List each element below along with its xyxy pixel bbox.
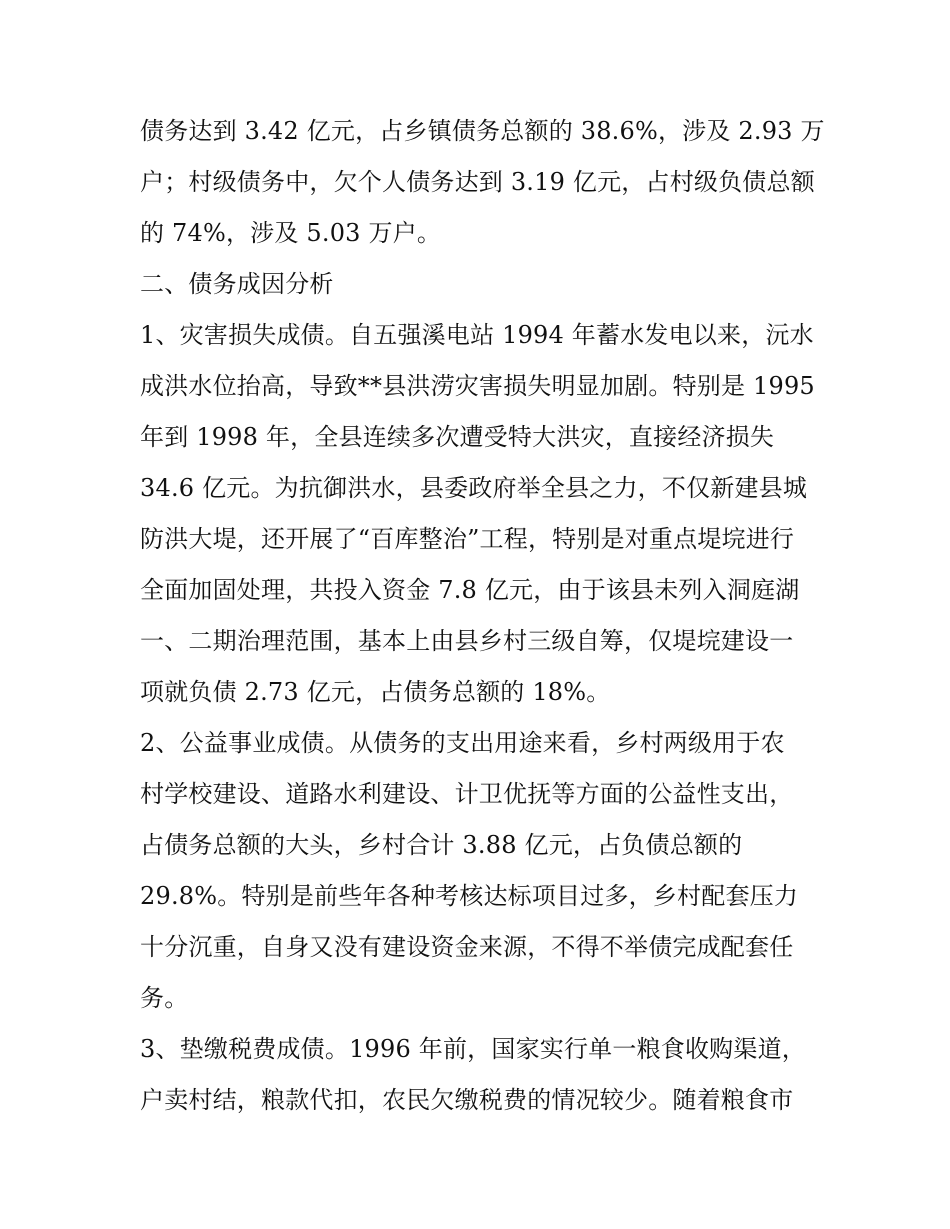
text-line: 1、灾害损失成债。自五强溪电站 1994 年蓄水发电以来，沅水 — [140, 321, 814, 349]
text-line: 2、公益事业成债。从债务的支出用途来看，乡村两级用于农 — [140, 729, 785, 757]
text-line: 户卖村结，粮款代扣，农民欠缴税费的情况较少。随着粮食市 — [140, 1086, 794, 1114]
text-line: 十分沉重，自身又没有建设资金来源，不得不举债完成配套任 — [140, 933, 794, 961]
section-heading: 二、债务成因分析 — [140, 270, 334, 298]
body-text — [140, 106, 825, 1126]
text-line: 年到 1998 年，全县连续多次遭受特大洪灾，直接经济损失 — [140, 423, 775, 451]
text-line: 全面加固处理，共投入资金 7.8 亿元，由于该县未列入洞庭湖 — [140, 576, 800, 604]
text-line: 一、二期治理范围，基本上由县乡村三级自筹，仅堤垸建设一 — [140, 627, 794, 655]
text-line: 户；村级债务中，欠个人债务达到 3.19 亿元，占村级负债总额 — [140, 168, 815, 196]
text-line: 的 74%，涉及 5.03 万户。 — [140, 219, 442, 247]
text-line: 村学校建设、道路水利建设、计卫优抚等方面的公益性支出， — [140, 780, 794, 808]
text-line: 务。 — [140, 984, 189, 1012]
text-line: 项就负债 2.73 亿元，占债务总额的 18%。 — [140, 678, 611, 706]
text-line: 成洪水位抬高，导致**县洪涝灾害损失明显加剧。特别是 1995 — [140, 372, 815, 400]
text-line: 34.6 亿元。为抗御洪水，县委政府举全县之力，不仅新建县城 — [140, 474, 808, 502]
text-line: 债务达到 3.42 亿元，占乡镇债务总额的 38.6%，涉及 2.93 万 — [140, 117, 825, 145]
text-line: 29.8%。特别是前些年各种考核达标项目过多，乡村配套压力 — [140, 882, 799, 910]
text-line: 占债务总额的大头，乡村合计 3.88 亿元，占负债总额的 — [140, 831, 743, 859]
text-line: 防洪大堤，还开展了“百库整治”工程，特别是对重点堤垸进行 — [140, 525, 795, 553]
text-line: 3、垫缴税费成债。1996 年前，国家实行单一粮食收购渠道， — [140, 1035, 806, 1063]
